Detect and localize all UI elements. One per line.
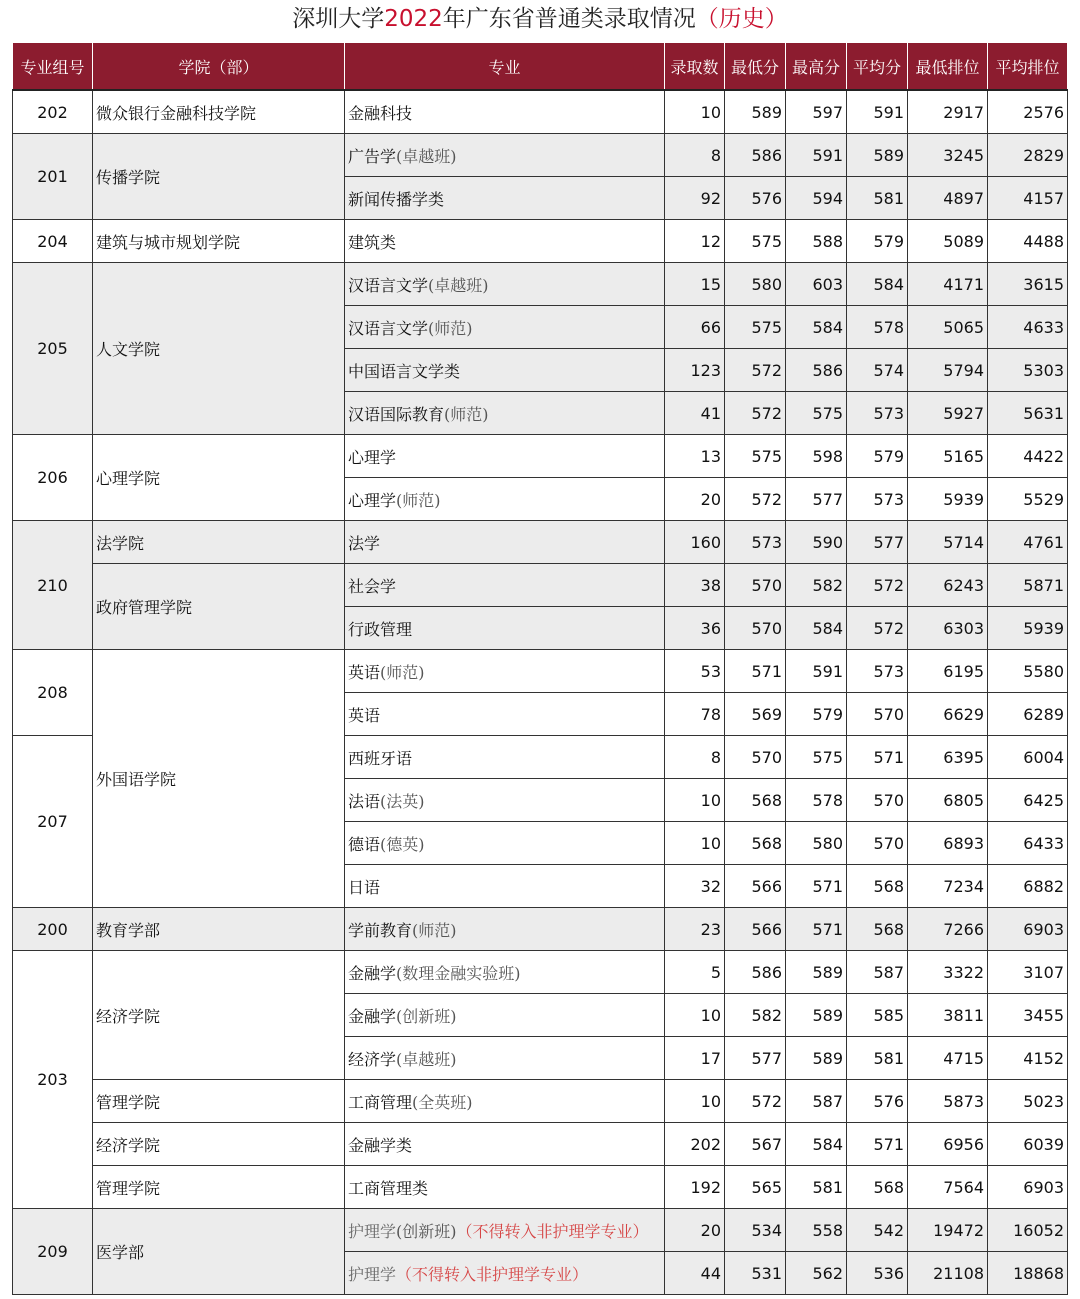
cell-avg-score: 585 (847, 994, 908, 1037)
major-note: (师范) (396, 490, 441, 510)
cell-max-score: 584 (786, 607, 847, 650)
major-name: 工商管理类 (348, 1178, 429, 1198)
major-name: 心理学 (348, 490, 397, 510)
cell-min-score: 576 (725, 177, 786, 220)
cell-min-score: 566 (725, 908, 786, 951)
table-row (13, 220, 1068, 263)
cell-max-score: 587 (786, 1080, 847, 1123)
cell-count: 15 (665, 263, 725, 306)
cell-max-score: 558 (786, 1209, 847, 1252)
cell-min-rank: 4897 (908, 177, 988, 220)
cell-count: 32 (665, 865, 725, 908)
cell-min-rank: 6956 (908, 1123, 988, 1166)
cell-avg-score: 587 (847, 951, 908, 994)
cell-min-score: 567 (725, 1123, 786, 1166)
cell-min-score: 575 (725, 306, 786, 349)
table-row (13, 908, 1068, 951)
cell-min-score: 573 (725, 521, 786, 564)
cell-major (345, 90, 665, 134)
cell-avg-rank: 3455 (988, 994, 1068, 1037)
header-group: 专业组号 (13, 43, 93, 91)
cell-major (345, 908, 665, 951)
cell-major (345, 693, 665, 736)
cell-min-rank: 4171 (908, 263, 988, 306)
major-note: (全英班) (412, 1092, 473, 1112)
cell-group: 203 (13, 951, 93, 1209)
header-avg-rank: 平均排位 (988, 43, 1068, 91)
table-row (13, 435, 1068, 478)
cell-major (345, 435, 665, 478)
major-note: (卓越班) (396, 146, 457, 166)
cell-avg-score: 568 (847, 865, 908, 908)
cell-avg-rank: 4633 (988, 306, 1068, 349)
table-row (13, 134, 1068, 177)
admission-table-wrapper (12, 42, 1068, 1295)
cell-max-score: 562 (786, 1252, 847, 1295)
cell-avg-rank: 6289 (988, 693, 1068, 736)
cell-avg-rank: 3615 (988, 263, 1068, 306)
cell-count: 5 (665, 951, 725, 994)
cell-major (345, 220, 665, 263)
cell-avg-score: 536 (847, 1252, 908, 1295)
cell-max-score: 589 (786, 994, 847, 1037)
cell-min-rank: 2917 (908, 90, 988, 134)
cell-avg-rank: 18868 (988, 1252, 1068, 1295)
major-note: (创新班) (396, 1221, 457, 1241)
cell-major (345, 779, 665, 822)
header-min-score: 最低分 (725, 43, 786, 91)
cell-group: 204 (13, 220, 93, 263)
cell-avg-rank: 6039 (988, 1123, 1068, 1166)
cell-max-score: 594 (786, 177, 847, 220)
cell-min-rank: 5873 (908, 1080, 988, 1123)
cell-count: 8 (665, 736, 725, 779)
page-title (0, 0, 1080, 38)
cell-college: 心理学院 (93, 435, 345, 521)
cell-min-rank: 6243 (908, 564, 988, 607)
cell-major (345, 1123, 665, 1166)
cell-count: 10 (665, 90, 725, 134)
cell-min-score: 571 (725, 650, 786, 693)
major-name: 法学 (348, 533, 381, 553)
cell-max-score: 580 (786, 822, 847, 865)
major-note: (卓越班) (396, 1049, 457, 1069)
cell-college: 教育学部 (93, 908, 345, 951)
cell-group: 205 (13, 263, 93, 435)
cell-group: 210 (13, 521, 93, 650)
cell-max-score: 584 (786, 1123, 847, 1166)
cell-avg-rank: 3107 (988, 951, 1068, 994)
cell-count: 66 (665, 306, 725, 349)
major-name: 德语 (348, 834, 381, 854)
cell-major (345, 134, 665, 177)
title-middle: 年广东省普通类录取情况 (442, 6, 696, 32)
cell-group: 201 (13, 134, 93, 220)
cell-min-rank: 5089 (908, 220, 988, 263)
major-name: 建筑类 (348, 232, 397, 252)
cell-count: 202 (665, 1123, 725, 1166)
cell-avg-score: 589 (847, 134, 908, 177)
cell-count: 17 (665, 1037, 725, 1080)
header-min-rank: 最低排位 (908, 43, 988, 91)
cell-min-score: 569 (725, 693, 786, 736)
table-row (13, 564, 1068, 607)
cell-min-rank: 6303 (908, 607, 988, 650)
cell-major (345, 1166, 665, 1209)
major-name: 英语 (348, 705, 381, 725)
major-name: 日语 (348, 877, 381, 897)
cell-avg-score: 591 (847, 90, 908, 134)
major-note: (师范) (412, 920, 457, 940)
cell-major (345, 177, 665, 220)
major-name: 汉语言文学 (348, 275, 429, 295)
cell-college: 建筑与城市规划学院 (93, 220, 345, 263)
cell-avg-score: 579 (847, 220, 908, 263)
table-row (13, 1080, 1068, 1123)
cell-min-rank: 7266 (908, 908, 988, 951)
cell-avg-rank: 4488 (988, 220, 1068, 263)
cell-group: 206 (13, 435, 93, 521)
cell-college: 经济学院 (93, 1123, 345, 1166)
table-row (13, 951, 1068, 994)
cell-count: 38 (665, 564, 725, 607)
cell-min-rank: 6195 (908, 650, 988, 693)
cell-major (345, 1209, 665, 1252)
major-warning: （不得转入非护理学专业） (396, 1264, 589, 1284)
major-note: (师范) (428, 318, 473, 338)
cell-min-score: 572 (725, 1080, 786, 1123)
title-year: 2022 (384, 6, 443, 32)
cell-min-score: 531 (725, 1252, 786, 1295)
cell-max-score: 603 (786, 263, 847, 306)
cell-max-score: 575 (786, 392, 847, 435)
cell-max-score: 591 (786, 650, 847, 693)
header-count: 录取数 (665, 43, 725, 91)
major-name: 汉语国际教育 (348, 404, 445, 424)
cell-min-rank: 5927 (908, 392, 988, 435)
cell-major (345, 263, 665, 306)
cell-count: 53 (665, 650, 725, 693)
major-name: 护理学 (348, 1221, 397, 1241)
cell-major (345, 349, 665, 392)
table-row (13, 650, 1068, 693)
cell-major (345, 736, 665, 779)
cell-min-rank: 7564 (908, 1166, 988, 1209)
cell-avg-score: 581 (847, 1037, 908, 1080)
cell-count: 23 (665, 908, 725, 951)
cell-major (345, 306, 665, 349)
cell-avg-score: 581 (847, 177, 908, 220)
cell-max-score: 575 (786, 736, 847, 779)
major-note: (德英) (380, 834, 425, 854)
cell-count: 10 (665, 779, 725, 822)
major-note: (法英) (380, 791, 425, 811)
cell-count: 192 (665, 1166, 725, 1209)
cell-min-rank: 5794 (908, 349, 988, 392)
major-note: (创新班) (396, 1006, 457, 1026)
cell-min-rank: 3245 (908, 134, 988, 177)
cell-min-rank: 3322 (908, 951, 988, 994)
header-college: 学院（部） (93, 43, 345, 91)
table-row (13, 1209, 1068, 1252)
cell-min-rank: 6629 (908, 693, 988, 736)
cell-avg-rank: 5871 (988, 564, 1068, 607)
cell-count: 10 (665, 994, 725, 1037)
cell-count: 8 (665, 134, 725, 177)
cell-college: 传播学院 (93, 134, 345, 220)
cell-max-score: 584 (786, 306, 847, 349)
cell-college: 医学部 (93, 1209, 345, 1295)
cell-min-score: 572 (725, 349, 786, 392)
major-name: 汉语言文学 (348, 318, 429, 338)
cell-min-score: 580 (725, 263, 786, 306)
cell-max-score: 586 (786, 349, 847, 392)
cell-count: 160 (665, 521, 725, 564)
cell-count: 12 (665, 220, 725, 263)
title-subject: （历史） (695, 6, 788, 32)
major-name: 中国语言文学类 (348, 361, 461, 381)
major-name: 工商管理 (348, 1092, 413, 1112)
cell-avg-rank: 16052 (988, 1209, 1068, 1252)
cell-avg-score: 573 (847, 478, 908, 521)
cell-min-score: 572 (725, 478, 786, 521)
cell-avg-score: 571 (847, 1123, 908, 1166)
cell-min-rank: 5939 (908, 478, 988, 521)
cell-min-rank: 3811 (908, 994, 988, 1037)
major-name: 社会学 (348, 576, 397, 596)
cell-max-score: 590 (786, 521, 847, 564)
major-warning: （不得转入非护理学专业） (456, 1221, 649, 1241)
cell-count: 78 (665, 693, 725, 736)
cell-avg-rank: 2576 (988, 90, 1068, 134)
cell-max-score: 577 (786, 478, 847, 521)
cell-min-rank: 4715 (908, 1037, 988, 1080)
cell-major (345, 392, 665, 435)
cell-min-score: 582 (725, 994, 786, 1037)
cell-avg-score: 584 (847, 263, 908, 306)
cell-avg-rank: 4157 (988, 177, 1068, 220)
cell-college: 经济学院 (93, 951, 345, 1080)
cell-avg-rank: 6004 (988, 736, 1068, 779)
major-name: 金融学类 (348, 1135, 413, 1155)
cell-min-rank: 5065 (908, 306, 988, 349)
cell-avg-rank: 4422 (988, 435, 1068, 478)
cell-count: 20 (665, 1209, 725, 1252)
cell-min-score: 577 (725, 1037, 786, 1080)
table-header-row (13, 43, 1068, 91)
major-name: 金融科技 (348, 103, 413, 123)
cell-max-score: 589 (786, 951, 847, 994)
cell-avg-score: 573 (847, 650, 908, 693)
cell-min-score: 586 (725, 951, 786, 994)
table-row (13, 1166, 1068, 1209)
table-row (13, 521, 1068, 564)
cell-avg-score: 577 (847, 521, 908, 564)
cell-major (345, 521, 665, 564)
cell-avg-score: 579 (847, 435, 908, 478)
cell-count: 44 (665, 1252, 725, 1295)
cell-count: 92 (665, 177, 725, 220)
cell-min-score: 565 (725, 1166, 786, 1209)
cell-min-rank: 6893 (908, 822, 988, 865)
cell-min-score: 534 (725, 1209, 786, 1252)
cell-avg-score: 574 (847, 349, 908, 392)
major-name: 金融学 (348, 1006, 397, 1026)
cell-count: 41 (665, 392, 725, 435)
cell-group: 207 (13, 736, 93, 908)
header-max-score: 最高分 (786, 43, 847, 91)
cell-avg-score: 542 (847, 1209, 908, 1252)
cell-min-rank: 19472 (908, 1209, 988, 1252)
cell-avg-rank: 6882 (988, 865, 1068, 908)
header-avg-score: 平均分 (847, 43, 908, 91)
table-body (13, 90, 1068, 1295)
cell-avg-score: 570 (847, 693, 908, 736)
cell-min-rank: 5714 (908, 521, 988, 564)
cell-min-score: 589 (725, 90, 786, 134)
cell-max-score: 588 (786, 220, 847, 263)
cell-min-score: 575 (725, 435, 786, 478)
major-note: (数理金融实验班) (396, 963, 521, 983)
cell-max-score: 578 (786, 779, 847, 822)
title-prefix: 深圳大学 (292, 6, 385, 32)
cell-avg-score: 573 (847, 392, 908, 435)
cell-avg-score: 570 (847, 779, 908, 822)
cell-min-rank: 7234 (908, 865, 988, 908)
cell-avg-score: 572 (847, 607, 908, 650)
cell-min-score: 572 (725, 392, 786, 435)
major-note: (师范) (380, 662, 425, 682)
cell-group: 208 (13, 650, 93, 736)
major-name: 英语 (348, 662, 381, 682)
cell-avg-rank: 5580 (988, 650, 1068, 693)
cell-avg-rank: 6425 (988, 779, 1068, 822)
cell-avg-rank: 5023 (988, 1080, 1068, 1123)
cell-college: 管理学院 (93, 1080, 345, 1123)
cell-count: 10 (665, 1080, 725, 1123)
cell-college: 人文学院 (93, 263, 345, 435)
major-name: 广告学 (348, 146, 397, 166)
cell-major (345, 1037, 665, 1080)
cell-major (345, 650, 665, 693)
major-name: 行政管理 (348, 619, 413, 639)
cell-avg-rank: 2829 (988, 134, 1068, 177)
cell-max-score: 571 (786, 865, 847, 908)
cell-group: 202 (13, 90, 93, 134)
cell-major (345, 607, 665, 650)
cell-min-rank: 6395 (908, 736, 988, 779)
cell-min-score: 568 (725, 779, 786, 822)
cell-major (345, 1080, 665, 1123)
cell-max-score: 589 (786, 1037, 847, 1080)
cell-major (345, 478, 665, 521)
cell-avg-rank: 5631 (988, 392, 1068, 435)
cell-avg-rank: 5939 (988, 607, 1068, 650)
cell-count: 36 (665, 607, 725, 650)
cell-min-score: 568 (725, 822, 786, 865)
major-name: 心理学 (348, 447, 397, 467)
major-name: 金融学 (348, 963, 397, 983)
cell-avg-score: 568 (847, 908, 908, 951)
major-name: 法语 (348, 791, 381, 811)
cell-group: 209 (13, 1209, 93, 1295)
cell-major (345, 564, 665, 607)
cell-college: 管理学院 (93, 1166, 345, 1209)
cell-avg-rank: 5303 (988, 349, 1068, 392)
cell-avg-rank: 6903 (988, 1166, 1068, 1209)
cell-min-rank: 21108 (908, 1252, 988, 1295)
cell-max-score: 571 (786, 908, 847, 951)
cell-major (345, 1252, 665, 1295)
table-row (13, 263, 1068, 306)
major-name: 经济学 (348, 1049, 397, 1069)
cell-max-score: 597 (786, 90, 847, 134)
cell-avg-score: 572 (847, 564, 908, 607)
cell-major (345, 951, 665, 994)
cell-avg-rank: 4761 (988, 521, 1068, 564)
cell-major (345, 994, 665, 1037)
cell-min-score: 570 (725, 564, 786, 607)
cell-min-score: 570 (725, 736, 786, 779)
cell-min-rank: 6805 (908, 779, 988, 822)
cell-max-score: 581 (786, 1166, 847, 1209)
cell-max-score: 598 (786, 435, 847, 478)
cell-college: 政府管理学院 (93, 564, 345, 650)
major-name: 新闻传播学类 (348, 189, 445, 209)
cell-major (345, 865, 665, 908)
cell-max-score: 582 (786, 564, 847, 607)
cell-count: 123 (665, 349, 725, 392)
major-name: 西班牙语 (348, 748, 413, 768)
header-major: 专业 (345, 43, 665, 91)
cell-college: 法学院 (93, 521, 345, 564)
cell-avg-score: 568 (847, 1166, 908, 1209)
cell-avg-score: 578 (847, 306, 908, 349)
cell-max-score: 579 (786, 693, 847, 736)
cell-count: 13 (665, 435, 725, 478)
cell-college: 外国语学院 (93, 650, 345, 908)
cell-min-score: 575 (725, 220, 786, 263)
cell-group: 200 (13, 908, 93, 951)
table-row (13, 1123, 1068, 1166)
cell-major (345, 822, 665, 865)
cell-avg-rank: 6433 (988, 822, 1068, 865)
cell-min-score: 570 (725, 607, 786, 650)
cell-avg-score: 576 (847, 1080, 908, 1123)
major-note: (师范) (444, 404, 489, 424)
cell-avg-rank: 6903 (988, 908, 1068, 951)
cell-count: 10 (665, 822, 725, 865)
cell-max-score: 591 (786, 134, 847, 177)
major-name: 护理学 (348, 1264, 397, 1284)
cell-avg-score: 571 (847, 736, 908, 779)
cell-min-score: 586 (725, 134, 786, 177)
table-row (13, 90, 1068, 134)
cell-min-score: 566 (725, 865, 786, 908)
cell-min-rank: 5165 (908, 435, 988, 478)
cell-college: 微众银行金融科技学院 (93, 90, 345, 134)
cell-count: 20 (665, 478, 725, 521)
admission-table (12, 42, 1068, 1295)
cell-avg-rank: 4152 (988, 1037, 1068, 1080)
cell-avg-score: 570 (847, 822, 908, 865)
major-name: 学前教育 (348, 920, 413, 940)
major-note: (卓越班) (428, 275, 489, 295)
cell-avg-rank: 5529 (988, 478, 1068, 521)
